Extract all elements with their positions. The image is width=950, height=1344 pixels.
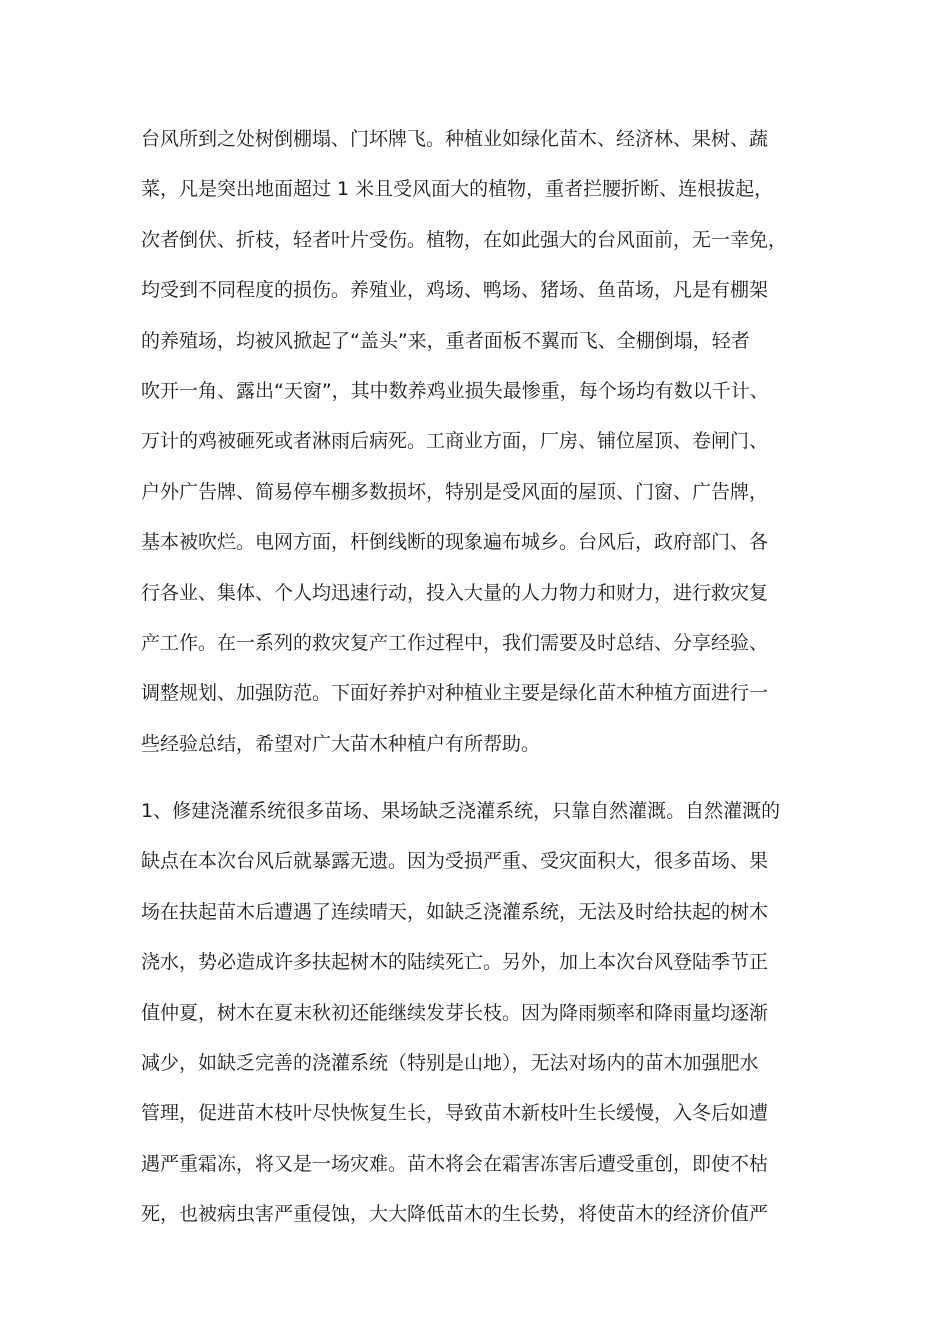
text-line: 死，也被病虫害严重侵蚀，大大降低苗木的生长势，将使苗木的经济价值严 [141,1203,769,1226]
text-line: 次者倒伏、折枝，轻者叶片受伤。植物，在如此强大的台风面前，无一幸免， [141,228,788,251]
text-line: 菜，凡是突出地面超过 1 米且受风面大的植物，重者拦腰折断、连根拔起， [141,178,774,201]
text-line: 产工作。在一系列的救灾复产工作过程中，我们需要及时总结、分享经验、 [141,632,769,654]
text-line: 些经验总结，希望对广大苗木种植户有所帮助。 [141,732,541,755]
text-line: 的养殖场，均被风掀起了“盖头”来，重者面板不翼而飞、全棚倒塌，轻者 [141,329,750,352]
text-line: 吹开一角、露出“天窗”，其中数养鸡业损失最惨重，每个场均有数以千计、 [141,380,769,402]
text-line: 减少，如缺乏完善的浇灌系统（特别是山地），无法对场内的苗木加强肥水 [141,1052,759,1074]
text-line: 浇水，势必造成许多扶起树木的陆续死亡。另外，加上本次台风登陆季节正 [141,951,769,974]
text-line: 值仲夏，树木在夏末秋初还能继续发芽长枝。因为降雨频率和降雨量均逐渐 [141,1001,769,1024]
text-line: 1、修建浇灌系统很多苗场、果场缺乏浇灌系统，只靠自然灌溉。自然灌溉的 [141,800,781,822]
text-line: 户外广告牌、简易停车棚多数损坏，特别是受风面的屋顶、门窗、广告牌， [141,480,769,503]
text-line: 均受到不同程度的损伤。养殖业，鸡场、鸭场、猪场、鱼苗场，凡是有棚架 [141,279,769,302]
text-line: 管理，促进苗木枝叶尽快恢复生长，导致苗木新枝叶生长缓慢，入冬后如遭 [141,1102,769,1125]
text-line: 调整规划、加强防范。下面好养护对种植业主要是绿化苗木种植方面进行一 [141,682,769,705]
text-line: 基本被吹烂。电网方面，杆倒线断的现象遍布城乡。台风后，政府部门、各 [141,531,769,554]
text-line: 台风所到之处树倒棚塌、门坏牌飞。种植业如绿化苗木、经济林、果树、蔬 [141,128,769,150]
text-line: 场在扶起苗木后遭遇了连续晴天，如缺乏浇灌系统，无法及时给扶起的树木 [141,900,769,923]
text-line: 遇严重霜冻，将又是一场灾难。苗木将会在霜害冻害后遭受重创，即使不枯 [141,1152,769,1175]
text-line: 万计的鸡被砸死或者淋雨后病死。工商业方面，厂房、铺位屋顶、卷闸门、 [141,430,769,453]
text-line: 行各业、集体、个人均迅速行动，投入大量的人力物力和财力，进行救灾复 [141,581,769,604]
text-line: 缺点在本次台风后就暴露无遗。因为受损严重、受灾面积大，很多苗场、果 [141,850,769,873]
